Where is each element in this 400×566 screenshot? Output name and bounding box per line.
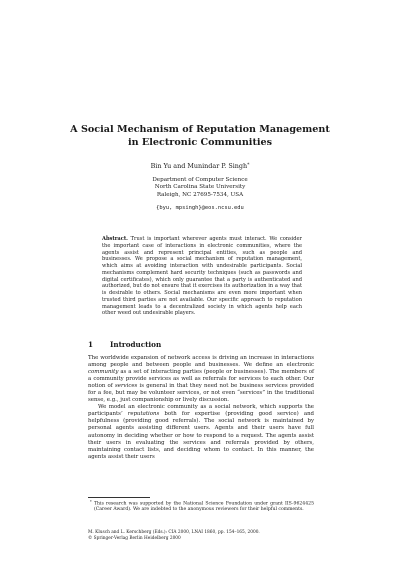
affiliation-university: North Carolina State University	[154, 184, 246, 191]
footnote	[88, 500, 314, 513]
citation-line: M. Klusch and L. Kerschberg (Eds.): CIA 2000, LNAI 1860, pp. 154–165, 2000.	[88, 530, 260, 535]
copyright-line: © Springer-Verlag Berlin Heidelberg 2000	[88, 535, 181, 541]
paragraph	[88, 404, 314, 460]
footnote-rule	[88, 497, 150, 498]
section-heading	[88, 340, 328, 349]
emphasized-term: services	[115, 383, 138, 390]
section-number: 1	[88, 340, 94, 349]
text-run: both for expertise (providing good service) and helpfulness (providing good referrals). The social network is maintained by personal agents assisting different users. Agents and their users have full autonomy in deciding whether or how to respond to a request. The agents assist their users in evaluating the services and referrals provided by others, maintaining contact lists, and deciding whom to contact. In this manner, the agents assist their users	[88, 411, 314, 460]
text-run: as a set of interacting parties (people or businesses). The members of a community provide services as well as referrals for services to each other. Our notion of	[88, 369, 314, 390]
text-run: The worldwide expansion of network access is driving an increase in interactions among people and between people and businesses. We define an electronic	[88, 355, 314, 369]
emphasized-term: community	[88, 369, 119, 376]
abstract-label: Abstract.	[102, 236, 128, 242]
abstract-text: Trust is important wherever agents must interact. We consider the important case of interactions in electronic communities, where the agents assist and represent principal entities, such as people and businesses. We propose a social mechanism of reputation management, which aims at avoiding interaction with undesirable participants. Social mechanisms complement hard security techniques (such as passwords and digital certificates), which only guarantee that a party is authenticated and authorized, but do not ensure that it exercises its authorization in a way that is desirable to others. Social mechanisms are even more important when trusted third parties are not available. Our specific approach to reputation management leads to a decentralized society in which agents help each other weed out undesirable players.	[102, 236, 302, 317]
affiliation-address: Raleigh, NC 27695-7534, USA	[156, 191, 244, 198]
author-line	[60, 162, 340, 170]
footnote-text: This research was supported by the National Science Foundation under grant IIS-9624425 (Career Award). We are indebted to the anonymous reviewers for their helpful comments.	[93, 501, 314, 513]
title-line-2: in Electronic Communities	[127, 136, 273, 148]
section-title: Introduction	[110, 340, 162, 349]
footnote-mark: *	[90, 500, 92, 504]
publisher-info	[88, 530, 314, 541]
author-email: {byu, mpsingh}@eos.ncsu.edu	[156, 205, 244, 211]
author-footnote-mark: *	[247, 163, 250, 168]
paper-title	[60, 124, 340, 149]
abstract	[102, 236, 302, 317]
text-run: is general in that they need not be business services provided for a fee, but may be volunteer services, or not even “services” in the traditional sense, e.g., just companionship or lively discussion.	[88, 383, 314, 404]
emphasized-term: reputations	[127, 411, 160, 418]
paragraph	[88, 355, 314, 404]
author-names: Bin Yu and Munindar P. Singh	[150, 162, 248, 170]
text-run: We model an electronic community as a social network, which supports the participants’	[88, 404, 314, 418]
affiliation-block	[60, 177, 340, 199]
affiliation-department: Department of Computer Science	[152, 177, 248, 183]
title-line-1: A Social Mechanism of Reputation Management	[70, 124, 330, 135]
body-text	[88, 355, 314, 461]
